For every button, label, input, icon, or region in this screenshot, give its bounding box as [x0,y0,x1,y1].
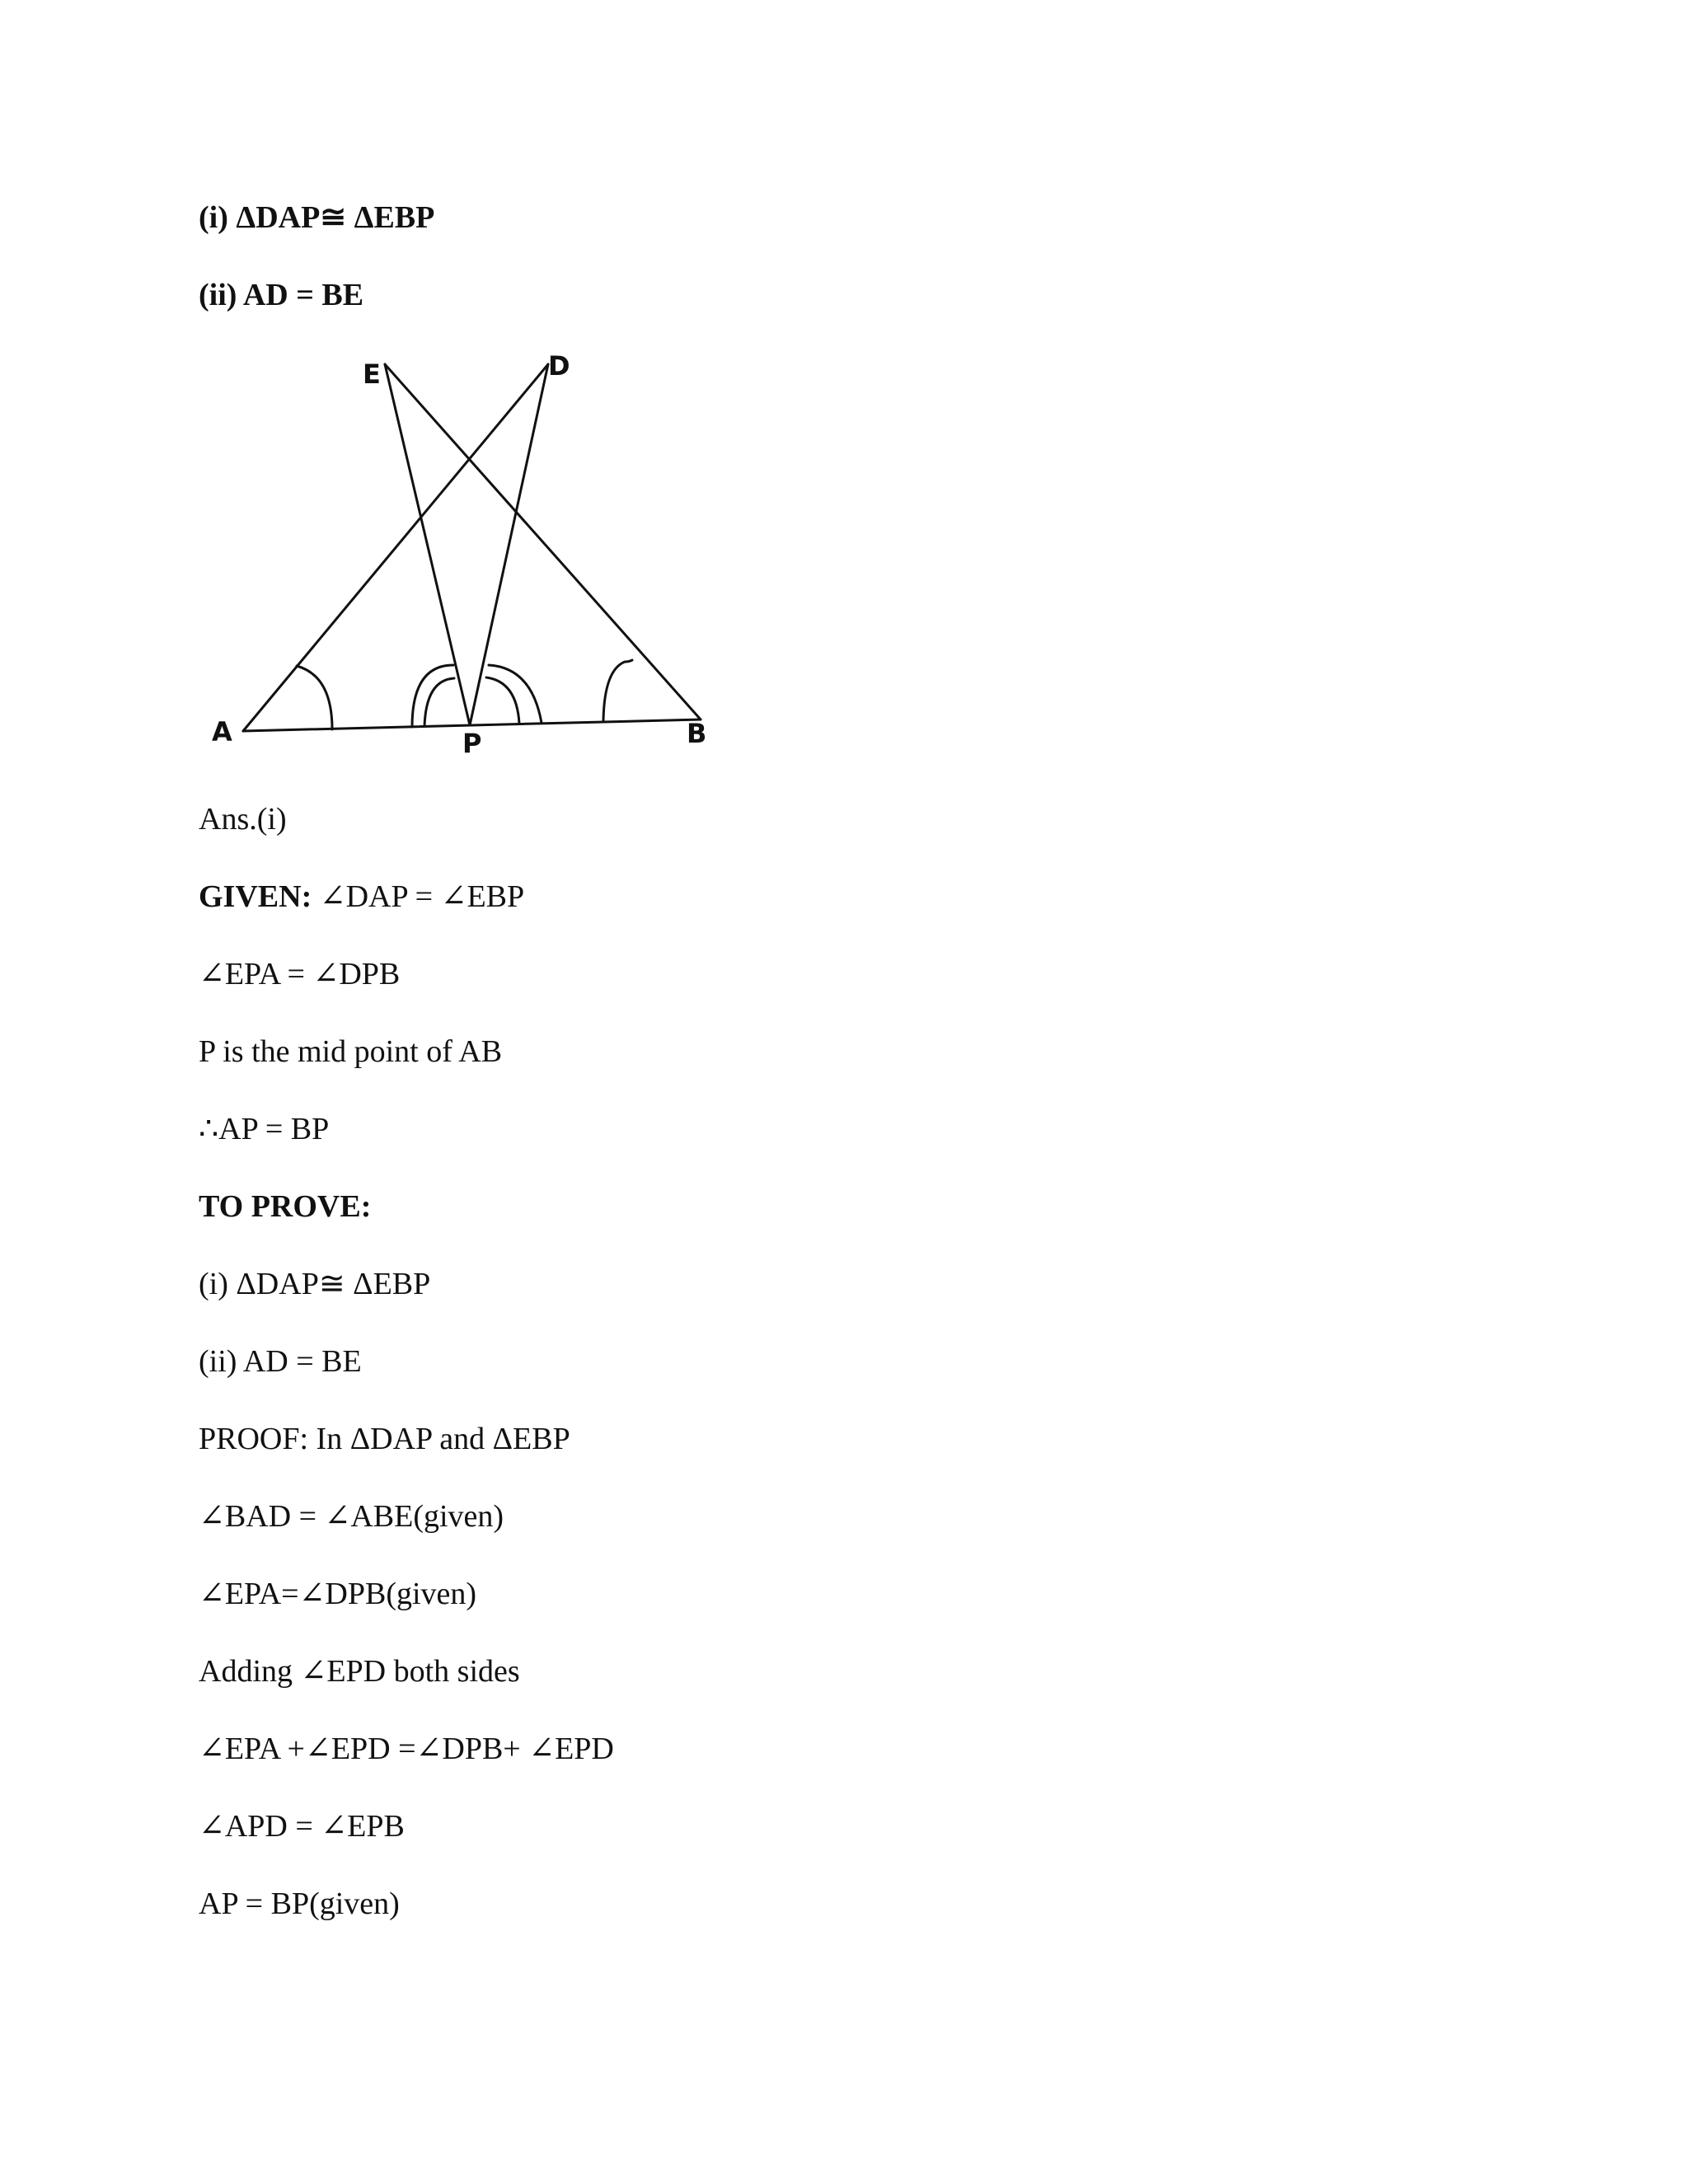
heading-item-1: (i) ΔDAP≅ ΔEBP [199,200,435,235]
angle-arc-p-right-inner [486,677,519,724]
point-label-d: D [548,350,570,382]
proof-line-5: ∠EPA +∠EPD =∠DPB+ ∠EPD [199,1732,614,1766]
segment-be [385,364,701,719]
angle-arc-p-left-inner [424,678,454,726]
to-prove-item-1: (i) ΔDAP≅ ΔEBP [199,1267,431,1301]
given-line-2: ∠EPA = ∠DPB [199,957,401,991]
heading-item-2: (ii) AD = BE [199,278,364,312]
proof-line-2: ∠BAD = ∠ABE(given) [199,1499,504,1534]
given-line-4: ∴AP = BP [199,1112,330,1146]
angle-arc-p-right-outer [489,665,542,723]
segment-ad [243,364,548,731]
proof-line-6: ∠APD = ∠EPB [199,1809,405,1844]
point-label-p: P [462,728,482,759]
given-text: ∠DAP = ∠EBP [312,879,525,914]
geometry-diagram [202,350,729,766]
point-label-a: A [212,716,232,748]
point-label-b: B [687,718,707,749]
to-prove-item-2: (ii) AD = BE [199,1344,362,1379]
proof-line-1: PROOF: In ΔDAP and ΔEBP [199,1422,570,1456]
given-label: GIVEN: [199,879,312,914]
given-line-3: P is the mid point of AB [199,1034,503,1069]
angle-arc-p-left-outer [412,665,453,727]
answer-label: Ans.(i) [199,802,287,837]
proof-line-7: AP = BP(given) [199,1886,400,1921]
proof-line-3: ∠EPA=∠DPB(given) [199,1577,477,1611]
triangle-figure [202,350,729,766]
point-label-e: E [363,359,381,390]
to-prove-label: TO PROVE: [199,1189,372,1224]
given-line [199,877,524,916]
angle-arc-b [603,660,632,721]
angle-arc-a [297,666,332,729]
proof-line-4: Adding ∠EPD both sides [199,1654,520,1689]
